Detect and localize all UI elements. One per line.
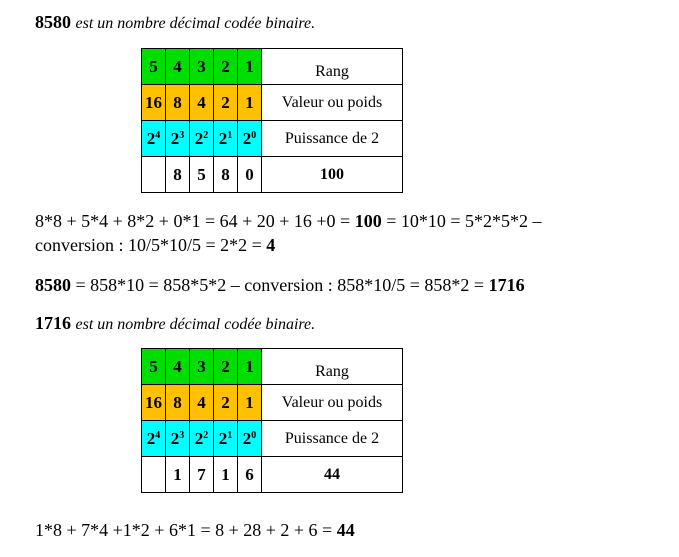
equation-line-2 bbox=[35, 235, 275, 256]
rank-cell: 1 bbox=[238, 49, 262, 85]
weight-cell: 4 bbox=[190, 385, 214, 421]
power-base: 2 bbox=[218, 128, 228, 148]
power-exponent: 0 bbox=[251, 129, 257, 141]
equation-line-4 bbox=[35, 520, 355, 541]
weight-cell: 8 bbox=[166, 85, 190, 121]
power-exponent: 4 bbox=[155, 129, 161, 141]
rank-cell: 4 bbox=[166, 349, 190, 385]
power-base: 2 bbox=[242, 428, 252, 448]
digit-row bbox=[142, 457, 403, 493]
power-cell bbox=[214, 121, 238, 157]
digit-cell: 0 bbox=[238, 157, 262, 193]
equation-text: = 858*10 = 858*5*2 – conversion : 858*10/5 = 858*2 = bbox=[71, 275, 489, 295]
weight-cell: 2 bbox=[214, 85, 238, 121]
digit-cell bbox=[142, 157, 166, 193]
digit-row bbox=[142, 157, 403, 193]
weight-cell: 1 bbox=[238, 385, 262, 421]
power-base: 2 bbox=[170, 428, 180, 448]
number-8580: 8580 bbox=[35, 12, 71, 32]
rank-cell: 3 bbox=[190, 349, 214, 385]
power-label: Puissance de 2 bbox=[262, 421, 403, 457]
digit-cell: 1 bbox=[214, 457, 238, 493]
digit-cell: 8 bbox=[166, 157, 190, 193]
equation-text: conversion : 10/5*10/5 = 2*2 = bbox=[35, 235, 267, 255]
binary-table-1 bbox=[141, 48, 403, 193]
power-cell bbox=[166, 421, 190, 457]
power-cell bbox=[238, 121, 262, 157]
digit-cell bbox=[142, 457, 166, 493]
rank-cell: 2 bbox=[214, 349, 238, 385]
equation-result: 100 bbox=[354, 211, 382, 231]
power-exponent: 2 bbox=[203, 129, 209, 141]
weight-cell: 16 bbox=[142, 85, 166, 121]
weight-cell: 1 bbox=[238, 85, 262, 121]
rank-cell: 1 bbox=[238, 349, 262, 385]
intro-line-2 bbox=[35, 313, 315, 334]
power-base: 2 bbox=[146, 428, 156, 448]
weight-cell: 8 bbox=[166, 385, 190, 421]
intro-text: est un nombre décimal codée binaire. bbox=[75, 15, 316, 32]
result-cell: 100 bbox=[262, 157, 403, 193]
power-base: 2 bbox=[242, 128, 252, 148]
power-base: 2 bbox=[218, 428, 228, 448]
equation-text: = 10*10 = 5*2*5*2 – bbox=[381, 211, 542, 231]
power-exponent: 2 bbox=[203, 429, 209, 441]
power-cell bbox=[238, 421, 262, 457]
digit-cell: 1 bbox=[166, 457, 190, 493]
equation-result: 4 bbox=[266, 235, 276, 255]
power-base: 2 bbox=[170, 128, 180, 148]
equation-text: 1*8 + 7*4 +1*2 + 6*1 = 8 + 28 + 2 + 6 = bbox=[35, 520, 337, 540]
equation-result: 44 bbox=[336, 520, 355, 540]
binary-table-2 bbox=[141, 348, 403, 493]
rank-cell: 5 bbox=[142, 49, 166, 85]
power-cell bbox=[190, 421, 214, 457]
weight-cell: 2 bbox=[214, 385, 238, 421]
equation-text: 8*8 + 5*4 + 8*2 + 0*1 = 64 + 20 + 16 +0 = bbox=[35, 211, 355, 231]
digit-cell: 6 bbox=[238, 457, 262, 493]
weight-label: Valeur ou poids bbox=[262, 85, 403, 121]
rank-label-cell bbox=[262, 49, 403, 85]
weight-row bbox=[142, 85, 403, 121]
power-row bbox=[142, 421, 403, 457]
digit-cell: 5 bbox=[190, 157, 214, 193]
equation-result: 8580 bbox=[35, 275, 71, 295]
intro-line-1 bbox=[35, 12, 315, 33]
power-cell bbox=[142, 421, 166, 457]
rank-cell: 2 bbox=[214, 49, 238, 85]
equation-line-1 bbox=[35, 211, 542, 232]
power-exponent: 1 bbox=[227, 429, 233, 441]
power-cell bbox=[142, 121, 166, 157]
rank-label: Rang bbox=[315, 362, 349, 380]
rank-cell: 4 bbox=[166, 49, 190, 85]
weight-row bbox=[142, 385, 403, 421]
rank-label-cell bbox=[262, 349, 403, 385]
power-exponent: 1 bbox=[227, 129, 233, 141]
power-exponent: 3 bbox=[179, 429, 185, 441]
equation-result: 1716 bbox=[488, 275, 525, 295]
intro-text: est un nombre décimal codée binaire. bbox=[75, 316, 316, 333]
power-exponent: 3 bbox=[179, 129, 185, 141]
rank-label: Rang bbox=[315, 62, 349, 80]
digit-cell: 8 bbox=[214, 157, 238, 193]
power-exponent: 0 bbox=[251, 429, 257, 441]
power-exponent: 4 bbox=[155, 429, 161, 441]
rank-cell: 3 bbox=[190, 49, 214, 85]
equation-line-3 bbox=[35, 275, 525, 296]
power-label: Puissance de 2 bbox=[262, 121, 403, 157]
rank-row bbox=[142, 349, 403, 385]
number-1716: 1716 bbox=[35, 313, 71, 333]
power-cell bbox=[166, 121, 190, 157]
power-base: 2 bbox=[146, 128, 156, 148]
power-cell bbox=[190, 121, 214, 157]
rank-cell: 5 bbox=[142, 349, 166, 385]
rank-row bbox=[142, 49, 403, 85]
power-cell bbox=[214, 421, 238, 457]
weight-cell: 4 bbox=[190, 85, 214, 121]
power-base: 2 bbox=[194, 428, 204, 448]
result-cell: 44 bbox=[262, 457, 403, 493]
power-row bbox=[142, 121, 403, 157]
weight-label: Valeur ou poids bbox=[262, 385, 403, 421]
power-base: 2 bbox=[194, 128, 204, 148]
digit-cell: 7 bbox=[190, 457, 214, 493]
weight-cell: 16 bbox=[142, 385, 166, 421]
